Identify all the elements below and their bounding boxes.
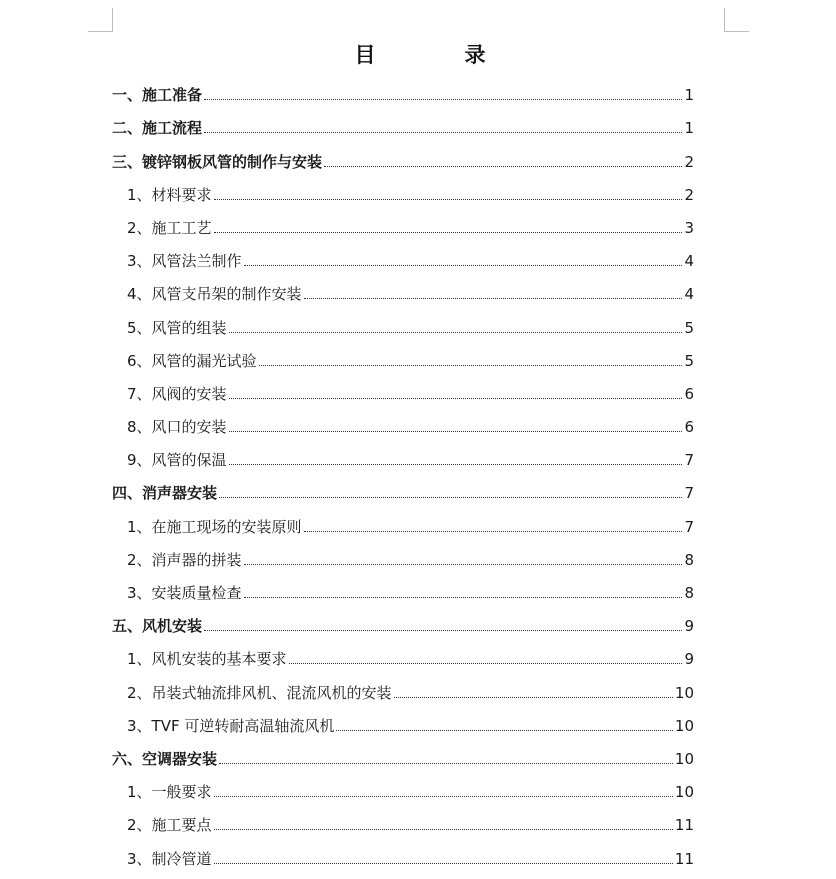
- toc-dot-leader: [229, 464, 683, 465]
- toc-dot-leader: [289, 663, 683, 664]
- toc-entry-section[interactable]: [112, 806, 694, 839]
- toc-entry-text: 一、施工准备: [112, 86, 203, 105]
- toc-page-number: 11: [674, 816, 694, 835]
- toc-entry-text: 2、施工工艺: [127, 218, 212, 237]
- toc-page-number: 3: [684, 218, 694, 237]
- toc-page-number: 10: [674, 683, 694, 702]
- toc-dot-leader: [394, 697, 673, 698]
- toc-page-number: 10: [674, 749, 694, 768]
- toc-list: [112, 76, 694, 873]
- toc-entry-chapter[interactable]: [112, 740, 694, 773]
- toc-entry-section[interactable]: [112, 342, 694, 375]
- toc-entry-section[interactable]: [112, 209, 694, 242]
- toc-entry-section[interactable]: [112, 308, 694, 341]
- toc-entry-chapter[interactable]: [112, 76, 694, 109]
- toc-page-number: 11: [674, 849, 694, 868]
- toc-entry-text: 2、施工要点: [127, 816, 212, 835]
- toc-entry-text: 3、制冷管道: [127, 849, 212, 868]
- toc-entry-section[interactable]: [112, 574, 694, 607]
- toc-dot-leader: [219, 497, 682, 498]
- toc-title: 目 录: [354, 43, 520, 67]
- toc-page-number: 10: [674, 783, 694, 802]
- toc-entry-text: 三、镀锌钢板风管的制作与安装: [112, 152, 323, 171]
- toc-page-number: 7: [684, 484, 694, 503]
- toc-page-number: 6: [684, 384, 694, 403]
- toc-entry-text: 1、一般要求: [127, 783, 212, 802]
- toc-dot-leader: [259, 365, 683, 366]
- toc-entry-section[interactable]: [112, 275, 694, 308]
- toc-entry-section[interactable]: [112, 242, 694, 275]
- toc-page-number: 2: [684, 152, 694, 171]
- toc-page-number: 8: [684, 550, 694, 569]
- toc-entry-text: 3、风管法兰制作: [127, 252, 242, 271]
- toc-entry-text: 1、材料要求: [127, 185, 212, 204]
- toc-dot-leader: [214, 232, 683, 233]
- toc-page-number: 4: [684, 285, 694, 304]
- toc-entry-text: 四、消声器安装: [112, 484, 218, 503]
- toc-entry-text: 9、风管的保温: [127, 451, 227, 470]
- toc-dot-leader: [229, 332, 683, 333]
- toc-dot-leader: [304, 531, 683, 532]
- toc-entry-text: 3、TVF 可逆转耐高温轴流风机: [127, 716, 335, 735]
- toc-dot-leader: [229, 398, 683, 399]
- toc-page-number: 4: [684, 252, 694, 271]
- toc-entry-chapter[interactable]: [112, 607, 694, 640]
- toc-entry-text: 2、消声器的拼装: [127, 550, 242, 569]
- toc-page-number: 1: [684, 119, 694, 138]
- toc-page-number: 10: [674, 716, 694, 735]
- toc-page-number: 6: [684, 418, 694, 437]
- toc-dot-leader: [244, 265, 683, 266]
- toc-dot-leader: [304, 298, 683, 299]
- toc-page-number: 9: [684, 617, 694, 636]
- toc-dot-leader: [324, 166, 682, 167]
- toc-entry-text: 4、风管支吊架的制作安装: [127, 285, 302, 304]
- toc-entry-section[interactable]: [112, 673, 694, 706]
- toc-dot-leader: [229, 431, 683, 432]
- toc-dot-leader: [204, 99, 682, 100]
- toc-entry-section[interactable]: [112, 408, 694, 441]
- toc-entry-text: 2、吊装式轴流排风机、混流风机的安装: [127, 683, 392, 702]
- toc-entry-text: 1、风机安装的基本要求: [127, 650, 287, 669]
- toc-entry-text: 1、在施工现场的安装原则: [127, 517, 302, 536]
- toc-entry-section[interactable]: [112, 707, 694, 740]
- toc-page-number: 7: [684, 451, 694, 470]
- toc-entry-text: 二、施工流程: [112, 119, 203, 138]
- toc-page-number: 5: [684, 351, 694, 370]
- toc-dot-leader: [336, 730, 673, 731]
- crop-mark-top-left: [88, 8, 113, 32]
- toc-dot-leader: [214, 829, 673, 830]
- toc-dot-leader: [219, 763, 673, 764]
- toc-entry-section[interactable]: [112, 375, 694, 408]
- toc-page-number: 1: [684, 86, 694, 105]
- toc-dot-leader: [214, 863, 673, 864]
- toc-page-number: 7: [684, 517, 694, 536]
- toc-entry-section[interactable]: [112, 839, 694, 872]
- toc-entry-text: 8、风口的安装: [127, 418, 227, 437]
- toc-page-number: 9: [684, 650, 694, 669]
- toc-dot-leader: [244, 597, 683, 598]
- toc-entry-section[interactable]: [112, 640, 694, 673]
- toc-dot-leader: [214, 796, 673, 797]
- toc-entry-chapter[interactable]: [112, 142, 694, 175]
- toc-entry-section[interactable]: [112, 176, 694, 209]
- toc-entry-section[interactable]: [112, 507, 694, 540]
- toc-entry-text: 五、风机安装: [112, 617, 203, 636]
- toc-entry-text: 6、风管的漏光试验: [127, 351, 257, 370]
- toc-entry-text: 3、安装质量检查: [127, 584, 242, 602]
- toc-page-number: 5: [684, 318, 694, 337]
- toc-dot-leader: [204, 630, 682, 631]
- toc-dot-leader: [204, 132, 682, 133]
- toc-entry-chapter[interactable]: [112, 109, 694, 142]
- toc-entry-section[interactable]: [112, 773, 694, 806]
- toc-entry-section[interactable]: [112, 441, 694, 474]
- toc-page-number: 2: [684, 185, 694, 204]
- toc-dot-leader: [214, 199, 683, 200]
- toc-entry-text: 六、空调器安装: [112, 749, 218, 768]
- toc-entry-text: 7、风阀的安装: [127, 384, 227, 403]
- toc-page-number: 8: [684, 584, 694, 602]
- toc-entry-text: 5、风管的组装: [127, 318, 227, 337]
- toc-entry-chapter[interactable]: [112, 474, 694, 507]
- toc-dot-leader: [244, 564, 683, 565]
- crop-mark-top-right: [724, 8, 749, 32]
- toc-entry-section[interactable]: [112, 541, 694, 574]
